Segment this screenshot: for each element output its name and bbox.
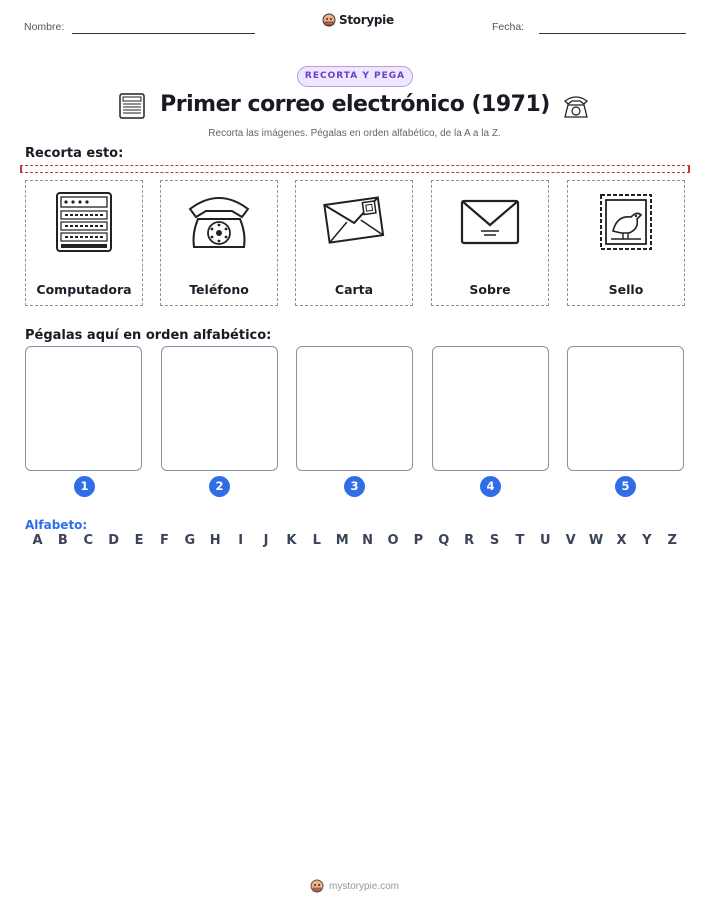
cut-section-label: Recorta esto: (25, 146, 124, 161)
alphabet-letter: G (184, 533, 196, 548)
footer-site[interactable]: mystorypie.com (328, 880, 399, 892)
paste-box-3[interactable] (296, 346, 413, 471)
name-line[interactable] (72, 33, 255, 34)
footer (0, 879, 709, 893)
envelope-icon (457, 189, 523, 255)
slot-number-2: 2 (209, 476, 230, 497)
alphabet-letter: W (588, 533, 604, 548)
alphabet-letter: I (238, 533, 244, 548)
alphabet-letter: E (134, 533, 144, 548)
paste-box-1[interactable] (25, 346, 142, 471)
slot-number-1: 1 (74, 476, 95, 497)
alphabet-letter: D (108, 533, 120, 548)
worksheet-header (0, 0, 709, 40)
alphabet-letter: M (335, 533, 349, 548)
brand-logo (322, 13, 394, 27)
alphabet-letter: P (413, 533, 424, 548)
card-label: Carta (334, 282, 374, 297)
date-label: Fecha: (492, 21, 525, 33)
alphabet-letter: A (32, 533, 43, 548)
alphabet-letter: C (83, 533, 94, 548)
cut-card-sello[interactable] (567, 180, 685, 306)
telephone-icon (186, 189, 252, 255)
alphabet-label: Alfabeto: (25, 518, 88, 532)
letter-icon (321, 189, 387, 255)
alphabet-row (25, 533, 685, 548)
alphabet-letter: X (616, 533, 627, 548)
alphabet-letter: Z (667, 533, 677, 548)
instructions: Recorta las imágenes. Pégalas en orden alfabético, de la A a la Z. (208, 128, 501, 139)
card-label: Computadora (36, 282, 132, 297)
alphabet-letter: U (540, 533, 551, 548)
alphabet-letter: Y (642, 533, 652, 548)
alphabet-letter: O (387, 533, 399, 548)
cut-card-computadora[interactable] (25, 180, 143, 306)
slot-number-5: 5 (615, 476, 636, 497)
alphabet-letter: Q (438, 533, 450, 548)
slot-number-4: 4 (480, 476, 501, 497)
alphabet-letter: K (286, 533, 297, 548)
cut-card-telefono[interactable] (160, 180, 278, 306)
storypie-mascot-icon (310, 879, 324, 893)
alphabet-letter: L (312, 533, 321, 548)
alphabet-letter: N (362, 533, 374, 548)
telephone-icon (562, 92, 590, 120)
name-label: Nombre: (24, 21, 65, 33)
paste-box-2[interactable] (161, 346, 278, 471)
alphabet-letter: V (565, 533, 576, 548)
brand-name: Storypie (339, 13, 394, 27)
card-label: Sello (608, 282, 644, 297)
stamp-icon (593, 189, 659, 255)
storypie-mascot-icon (322, 13, 336, 27)
cut-card-carta[interactable] (295, 180, 413, 306)
alphabet-letter: H (209, 533, 221, 548)
paste-box-4[interactable] (432, 346, 549, 471)
slot-number-3: 3 (344, 476, 365, 497)
card-label: Sobre (469, 282, 511, 297)
page-title: Primer correo electrónico (1971) (160, 92, 550, 117)
alphabet-letter: J (263, 533, 269, 548)
title-row (0, 90, 709, 126)
paste-section-label: Pégalas aquí en orden alfabético: (25, 328, 272, 343)
cut-line (20, 165, 690, 173)
activity-badge: RECORTA Y PEGA (297, 66, 413, 87)
computer-icon (51, 189, 117, 255)
alphabet-letter: T (515, 533, 525, 548)
cut-card-sobre[interactable] (431, 180, 549, 306)
alphabet-letter: F (160, 533, 169, 548)
alphabet-letter: S (489, 533, 500, 548)
date-line[interactable] (539, 33, 686, 34)
alphabet-letter: R (464, 533, 475, 548)
computer-icon (118, 92, 146, 120)
alphabet-letter: B (57, 533, 68, 548)
paste-box-5[interactable] (567, 346, 684, 471)
card-label: Teléfono (189, 282, 249, 297)
